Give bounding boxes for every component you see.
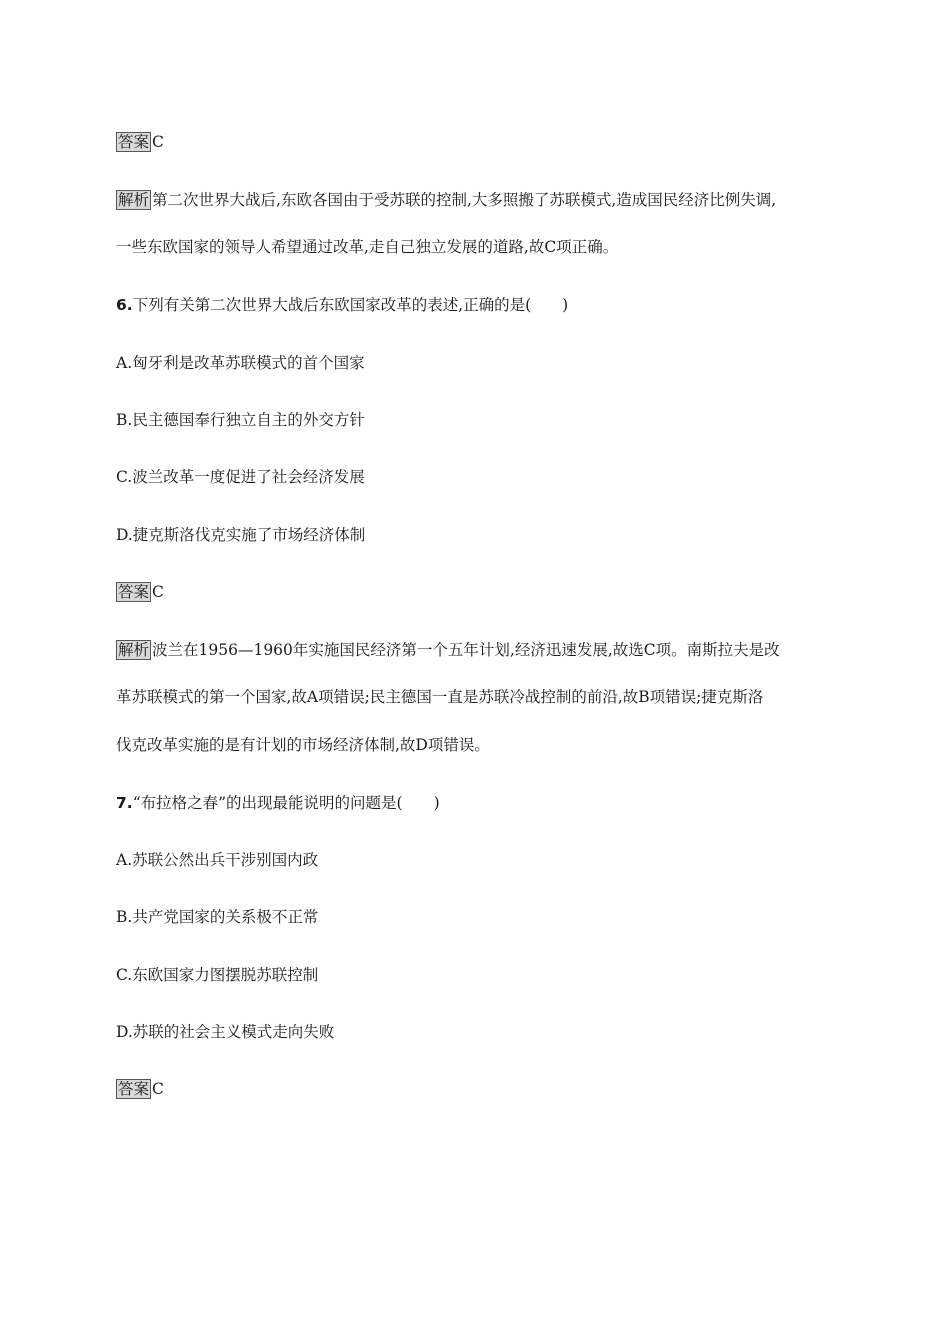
answer-value: C	[152, 583, 164, 601]
answer-tag: 答案	[118, 583, 150, 601]
q6-option-b: B.民主德国奉行独立自主的外交方针	[116, 411, 365, 429]
q6-answer-line	[116, 581, 164, 603]
analysis-tag: 解析	[118, 641, 150, 659]
answer-tag: 答案	[118, 133, 150, 151]
answer-tag: 答案	[118, 1080, 150, 1098]
question-7-stem	[116, 792, 440, 814]
analysis-text: 波兰在1956—1960年实施国民经济第一个五年计划,经济迅速发展,故选C项。南斯拉夫是改	[152, 641, 780, 659]
answer-value: C	[152, 1080, 164, 1098]
answer-line	[116, 131, 164, 153]
q7-option-b: B.共产党国家的关系极不正常	[116, 908, 319, 926]
q6-option-c: C.波兰改革一度促进了社会经济发展	[116, 468, 365, 486]
q6-option-d: D.捷克斯洛伐克实施了市场经济体制	[116, 526, 366, 544]
q6-analysis-line-2: 革苏联模式的第一个国家,故A项错误;民主德国一直是苏联冷战控制的前沿,故B项错误;捷克斯洛	[116, 688, 764, 706]
q6-analysis-line-3: 伐克改革实施的是有计划的市场经济体制,故D项错误。	[116, 736, 490, 754]
analysis-line-1	[116, 189, 776, 211]
analysis-text: 第二次世界大战后,东欧各国由于受苏联的控制,大多照搬了苏联模式,造成国民经济比例失调,	[152, 191, 777, 209]
answer-value: C	[152, 133, 164, 151]
q6-analysis-line-1	[116, 639, 780, 661]
q7-option-a: A.苏联公然出兵干涉别国内政	[116, 851, 319, 869]
q6-option-a: A.匈牙利是改革苏联模式的首个国家	[116, 354, 365, 372]
question-text: “布拉格之春”的出现最能说明的问题是( )	[132, 794, 440, 812]
q7-option-c: C.东欧国家力图摆脱苏联控制	[116, 966, 319, 984]
question-number: 7.	[116, 794, 133, 812]
question-6-stem	[116, 294, 568, 316]
question-number: 6.	[116, 296, 133, 314]
q7-answer-line	[116, 1078, 164, 1100]
question-text: 下列有关第二次世界大战后东欧国家改革的表述,正确的是( )	[132, 296, 569, 314]
analysis-tag: 解析	[118, 191, 150, 209]
q7-option-d: D.苏联的社会主义模式走向失败	[116, 1023, 335, 1041]
analysis-line-2: 一些东欧国家的领导人希望通过改革,走自己独立发展的道路,故C项正确。	[116, 238, 619, 256]
